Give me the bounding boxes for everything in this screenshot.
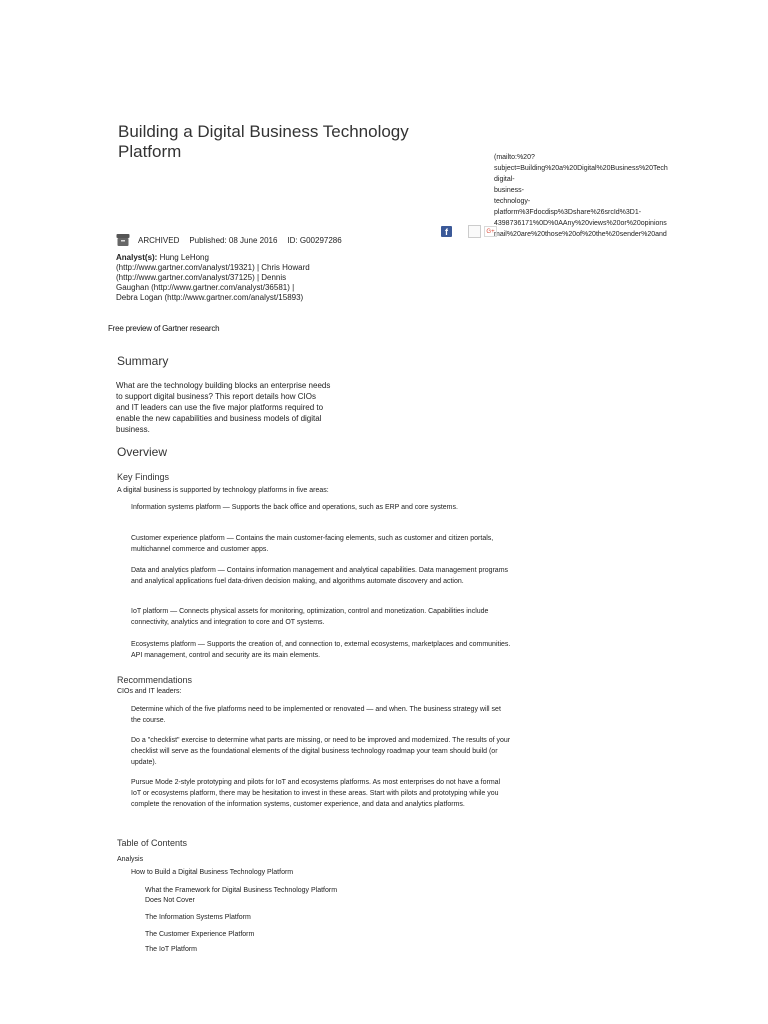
analyst-link[interactable]: (http://www.gartner.com/analyst/37125) | Dennis <box>116 273 287 282</box>
google-plus-icon[interactable]: G+ <box>484 226 497 237</box>
published-date: Published: 08 June 2016 <box>189 235 278 245</box>
archived-badge: ARCHIVED <box>138 235 180 245</box>
mailto-line[interactable]: platform%3Fdocdisp%3Dshare%26srcId%3D1- <box>494 209 642 216</box>
mailto-line[interactable]: subject=Building%20a%20Digital%20Business%20Tech <box>494 165 668 172</box>
mailto-line[interactable]: technology- <box>494 198 531 205</box>
finding-item: IoT platform — Connects physical assets for monitoring, optimization, control and monetization. Capabilities include connectivity, analytics and integration to core and OT systems. <box>131 608 489 626</box>
finding-item: Data and analytics platform — Contains information management and analytical capabilities. Data management programs and analytical applications fuel data-driven decision making, and algorithms automate discovery and action. <box>131 567 509 585</box>
toc-item-build-platform[interactable]: How to Build a Digital Business Technology Platform <box>131 869 294 876</box>
share-buttons <box>441 225 497 238</box>
mailto-line[interactable]: mail%20are%20those%20of%20the%20sender%20and <box>494 231 667 238</box>
analyst-link[interactable]: Hung LeHong <box>157 253 209 262</box>
mailto-line[interactable]: 4398736171%0D%0AAny%20views%20or%20opinions <box>494 220 667 227</box>
mailto-line[interactable]: (mailto:%20? <box>494 154 535 161</box>
summary-heading: Summary <box>117 354 169 368</box>
finding-item: Information systems platform — Supports the back office and operations, such as ERP and core systems. <box>131 504 458 511</box>
document-id: ID: G00297286 <box>287 235 342 245</box>
recommendations-heading: Recommendations <box>117 675 193 685</box>
preview-note: Free preview of Gartner research <box>108 324 220 333</box>
finding-item: Customer experience platform — Contains the main customer-facing elements, such as customer and citizen portals, multichannel commerce and customer apps. <box>131 535 494 553</box>
mailto-link[interactable] <box>494 152 704 240</box>
mailto-line[interactable]: business- <box>494 187 524 194</box>
toc-item-customer-experience[interactable]: The Customer Experience Platform <box>145 931 255 938</box>
analysts-label: Analyst(s): <box>116 253 158 262</box>
analyst-link[interactable]: Debra Logan (http://www.gartner.com/analyst/15893) <box>116 293 304 302</box>
toc-item-iot-platform[interactable]: The IoT Platform <box>145 946 198 953</box>
toc-item-framework-not-cover[interactable]: What the Framework for Digital Business Technology Platform Does Not Cover <box>145 887 338 904</box>
key-findings-intro: A digital business is supported by technology platforms in five areas: <box>117 487 329 494</box>
facebook-icon[interactable]: f <box>441 226 452 237</box>
document-meta <box>116 231 352 249</box>
recommendation-item: Determine which of the five platforms need to be implemented or renovated — and when. The business strategy will set the course. <box>131 706 501 724</box>
summary-text: What are the technology building blocks an enterprise needs to support digital business? This report details how CIOs and IT leaders can use the five major platforms required to enable the new capabilities and business models of digital business. <box>116 381 331 434</box>
toc-item-information-systems[interactable]: The Information Systems Platform <box>145 914 251 921</box>
overview-heading: Overview <box>117 445 168 459</box>
analyst-link[interactable]: (http://www.gartner.com/analyst/19321) | Chris Howard <box>116 263 310 272</box>
recommendation-item: Pursue Mode 2-style prototyping and pilots for IoT and ecosystems platforms. As most enterprises do not have a formal IoT or ecosystems platform, there may be hesitation to invest in these areas. Start with pilots and prototyping while you complete the renovation of the information systems, customer experience, and data and analytics platforms. <box>131 779 501 808</box>
analyst-link[interactable]: Gaughan (http://www.gartner.com/analyst/36581) | <box>116 283 295 292</box>
archive-icon <box>116 233 130 247</box>
key-findings-heading: Key Findings <box>117 472 170 482</box>
document-title: Building a Digital Business Technology Platform <box>118 122 409 161</box>
mailto-line[interactable]: digital- <box>494 176 515 183</box>
toc-heading: Table of Contents <box>117 838 188 848</box>
recommendations-intro: CIOs and IT leaders: <box>117 688 182 695</box>
toc-item-analysis[interactable]: Analysis <box>117 856 144 863</box>
finding-item: Ecosystems platform — Supports the creation of, and connection to, external ecosystems, marketplaces and communities. API management, control and security are its main elements. <box>131 641 511 659</box>
analysts <box>116 253 341 303</box>
recommendation-item: Do a "checklist" exercise to determine what parts are missing, or need to be improved and modernized. The results of your checklist will serve as the foundational elements of the digital business technology roadmap your team should build (or update). <box>131 737 511 766</box>
share-icon[interactable] <box>468 225 481 238</box>
